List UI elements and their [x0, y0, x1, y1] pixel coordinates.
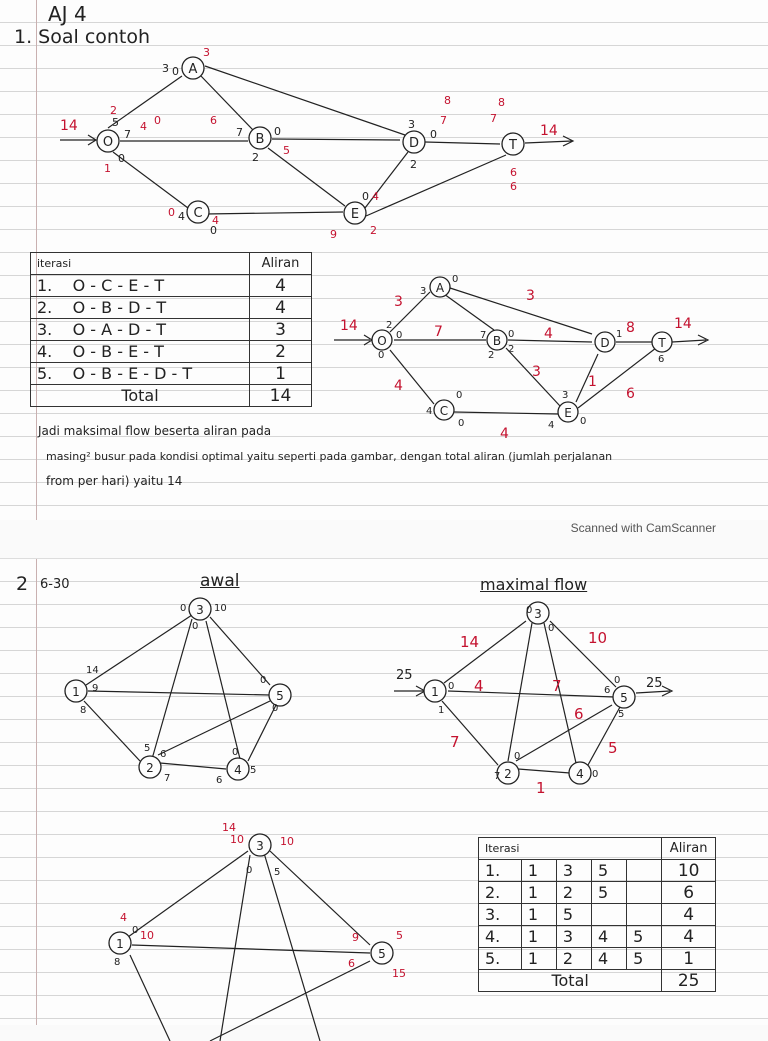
table-row	[31, 275, 312, 297]
table-row	[479, 948, 716, 970]
node-label: 5	[276, 689, 284, 703]
table-row	[479, 926, 716, 948]
arc-label: 0	[172, 65, 179, 78]
residual-label: 0	[614, 675, 621, 686]
node-label: 3	[196, 603, 204, 617]
residual-label: 2	[488, 350, 495, 361]
flow-label: 1	[588, 374, 597, 390]
residual-label: 0	[452, 274, 459, 285]
problem-ref: 6-30	[40, 577, 70, 592]
row-no: 5.	[479, 948, 522, 970]
node-label: A	[188, 62, 198, 77]
flow-label: 4	[474, 677, 484, 695]
node-label: 1	[72, 685, 80, 699]
row-flow: 4	[250, 297, 312, 319]
row-flow: 1	[250, 363, 312, 385]
arc-label: 4	[178, 210, 185, 223]
arc-label: 0	[180, 603, 187, 614]
row-flow: 10	[662, 860, 716, 882]
label-maximal-flow: maximal flow	[480, 575, 588, 594]
node-label: 4	[234, 763, 242, 777]
row-flow: 2	[250, 341, 312, 363]
residual-label: 0	[514, 751, 521, 762]
row-node: 4	[592, 926, 627, 948]
node-label: 3	[256, 839, 264, 853]
row-no: 5.	[37, 364, 53, 383]
row-node: 4	[592, 948, 627, 970]
header-aliran: Aliran	[662, 838, 716, 860]
node-label: 2	[504, 767, 512, 781]
row-node: 2	[556, 948, 591, 970]
conclusion-line-2: masing² busur pada kondisi optimal yaitu seperti pada gambar, dengan total aliran (jumlah perjalanan	[46, 450, 613, 463]
table-row	[479, 904, 716, 926]
row-node: 1	[521, 904, 556, 926]
node-label: 1	[116, 937, 124, 951]
arc-label: 0	[430, 128, 437, 141]
problem-number: 2	[16, 573, 29, 595]
row-node: 5	[592, 860, 627, 882]
row-flow: 3	[250, 319, 312, 341]
edge-d-t	[425, 142, 500, 144]
arc-label: 14	[222, 821, 236, 834]
arc-label: 9	[92, 683, 99, 694]
row-node: 3	[556, 926, 591, 948]
flow-label: 7	[450, 733, 460, 751]
arc-label: 7	[490, 112, 497, 125]
arc-label: 6	[510, 180, 517, 193]
residual-label: 6	[604, 685, 611, 696]
arc-label: 6	[216, 775, 223, 786]
arc-label: 10	[140, 929, 154, 942]
row-flow: 4	[662, 904, 716, 926]
row-node: 2	[556, 882, 591, 904]
residual-label: 5	[618, 709, 625, 720]
row-path: O - B - E - T	[72, 342, 164, 361]
arc-label: 9	[330, 228, 337, 241]
row-node: 1	[521, 882, 556, 904]
residual-label: 0	[448, 681, 455, 692]
arc-label: 8	[80, 705, 87, 716]
table-row	[479, 882, 716, 904]
residual-label: 3	[420, 286, 427, 297]
table-row	[31, 341, 312, 363]
arc-label: 4	[372, 190, 379, 203]
table-row	[479, 860, 716, 882]
row-node: 1	[521, 860, 556, 882]
graph-awal	[50, 591, 370, 791]
residual-label: 0	[396, 330, 403, 341]
row-node: 1	[521, 926, 556, 948]
residual-label: 0	[592, 769, 599, 780]
residual-label: 3	[562, 390, 569, 401]
row-path: O - A - D - T	[72, 320, 167, 339]
edge-b-e	[268, 148, 345, 206]
arc-label: 10	[280, 835, 294, 848]
arc-label: 10	[214, 603, 227, 614]
graph-partial	[90, 821, 420, 1041]
node-label: O	[102, 135, 114, 150]
residual-label: 2	[508, 344, 515, 355]
arc-label: 0	[274, 125, 281, 138]
arc-label: 0	[232, 747, 239, 758]
edge-a-b	[200, 75, 253, 130]
iteration-table-2	[478, 837, 716, 992]
arc-label: 0	[192, 621, 199, 632]
arc-label: 5	[396, 929, 403, 942]
row-path: O - B - D - T	[72, 298, 167, 317]
source-in-label: 14	[60, 118, 78, 134]
arc-label: 15	[392, 967, 406, 980]
flow-label: 5	[608, 739, 618, 757]
flow-label: 6	[626, 386, 635, 402]
row-no: 3.	[479, 904, 522, 926]
total-value: 14	[250, 385, 312, 407]
arc-label: 0	[362, 190, 369, 203]
flow-label: 7	[552, 677, 562, 695]
residual-label: 1	[616, 329, 623, 340]
arc-label: 5	[274, 867, 281, 878]
row-node: 5	[627, 948, 662, 970]
iteration-table-1	[30, 252, 312, 407]
arc-label: 7	[440, 114, 447, 127]
row-node	[627, 860, 662, 882]
arc-label: 6	[210, 114, 217, 127]
residual-label: 0	[580, 416, 587, 427]
row-node: 5	[556, 904, 591, 926]
arc-label: 3	[162, 62, 169, 75]
arc-label: 2	[410, 158, 417, 171]
flow-label: 3	[526, 288, 535, 304]
row-node	[627, 882, 662, 904]
arc-label: 0	[272, 703, 279, 714]
edge-b-d	[272, 139, 400, 140]
arc-label: 5	[283, 144, 290, 157]
label-awal: awal	[200, 571, 240, 591]
arc-label: 6	[348, 957, 355, 970]
arc-label: 7	[236, 126, 243, 139]
node-label: 5	[620, 691, 628, 705]
node-label: 2	[146, 761, 154, 775]
node-label: 4	[576, 767, 584, 781]
residual-label: 0	[508, 329, 515, 340]
arc-label: 9	[352, 931, 359, 944]
arc-label: 2	[252, 151, 259, 164]
arc-label: 1	[104, 162, 111, 175]
row-path: O - C - E - T	[72, 276, 165, 295]
flow-label: 4	[500, 426, 509, 442]
node-label: C	[193, 206, 203, 221]
arc-label: 7	[124, 128, 131, 141]
arc-label: 0	[168, 206, 175, 219]
table-row	[31, 319, 312, 341]
node-label: 3	[534, 607, 542, 621]
node-label: 1	[431, 685, 439, 699]
node-label: C	[439, 404, 449, 418]
node-label: B	[255, 132, 265, 147]
node-label: 5	[378, 947, 386, 961]
network-graph-2	[330, 272, 750, 442]
arc-label: 0	[246, 865, 253, 876]
node-label: A	[435, 281, 445, 295]
notebook-page-1	[0, 0, 768, 520]
residual-label: 4	[426, 406, 433, 417]
arc-label: 4	[212, 214, 219, 227]
arc-label: 3	[203, 46, 210, 59]
arc-label: 0	[210, 224, 217, 237]
residual-label: 4	[548, 420, 555, 431]
table-row	[31, 363, 312, 385]
conclusion-line-1: Jadi maksimal flow beserta aliran pada	[38, 424, 272, 438]
row-no: 1.	[479, 860, 522, 882]
row-node: 5	[627, 926, 662, 948]
row-flow: 6	[662, 882, 716, 904]
row-node: 3	[556, 860, 591, 882]
row-flow: 4	[662, 926, 716, 948]
row-path: O - B - E - D - T	[72, 364, 193, 383]
node-label: B	[492, 334, 502, 348]
source-in-label: 25	[396, 668, 413, 683]
arc-label: 0	[260, 675, 267, 686]
flow-label: 4	[394, 378, 403, 394]
residual-label: 0	[526, 605, 533, 616]
flow-label: 3	[532, 364, 541, 380]
row-node	[592, 904, 627, 926]
arc-label: 8	[114, 957, 121, 968]
arc-label: 6	[160, 749, 167, 760]
row-flow: 1	[662, 948, 716, 970]
arc-label: 14	[86, 665, 99, 676]
arc-label: 0	[132, 925, 139, 936]
arc-label: 6	[510, 166, 517, 179]
flow-label: 14	[460, 633, 480, 651]
row-node: 5	[592, 882, 627, 904]
edge-e-t	[366, 155, 506, 216]
total-label: Total	[479, 970, 662, 992]
margin-line	[36, 559, 37, 1025]
problem-title: 1. Soal contoh	[14, 26, 151, 48]
arc-label: 8	[444, 94, 451, 107]
residual-label: 0	[458, 418, 465, 429]
arc-label: 5	[250, 765, 257, 776]
row-no: 4.	[37, 342, 53, 361]
node-label: O	[377, 334, 387, 348]
node-label: T	[509, 138, 517, 153]
arc-label: 7	[164, 773, 171, 784]
arc-label: 4	[120, 911, 127, 924]
header-iterasi: Iterasi	[479, 838, 662, 860]
flow-label: 7	[434, 324, 443, 340]
notebook-page-2	[0, 558, 768, 1025]
arc-label: 2	[110, 104, 117, 117]
row-no: 4.	[479, 926, 522, 948]
arc-label: 3	[408, 118, 415, 131]
residual-label: 7	[480, 330, 487, 341]
flow-label: 14	[674, 316, 692, 332]
arc-label: 0	[118, 152, 125, 165]
arc-label: 4	[140, 120, 147, 133]
scan-footer: Scanned with CamScanner	[570, 521, 716, 535]
flow-label: 3	[394, 294, 403, 310]
total-label: Total	[31, 385, 250, 407]
residual-label: 0	[456, 390, 463, 401]
flow-label: 4	[544, 326, 553, 342]
row-node: 1	[521, 948, 556, 970]
arc-label: 5	[144, 743, 151, 754]
page-header: AJ 4	[48, 2, 87, 26]
residual-label: 1	[438, 705, 445, 716]
row-no: 2.	[479, 882, 522, 904]
edge-c-e	[205, 212, 343, 214]
flow-label: 14	[340, 318, 358, 334]
row-flow: 4	[250, 275, 312, 297]
residual-label: 0	[548, 623, 555, 634]
flow-label: 8	[626, 320, 635, 336]
node-label: T	[658, 336, 666, 350]
sink-out-label: 14	[540, 123, 558, 139]
row-no: 3.	[37, 320, 53, 339]
flow-label: 10	[588, 629, 608, 647]
node-label: E	[350, 207, 360, 222]
arc-label: 2	[370, 224, 377, 237]
arc-label: 8	[498, 96, 505, 109]
header-aliran: Aliran	[250, 253, 312, 275]
header-iterasi: iterasi	[31, 253, 250, 275]
node-label: D	[408, 136, 420, 151]
residual-label: 2	[386, 320, 393, 331]
flow-label: 1	[536, 779, 546, 797]
node-label: E	[564, 406, 572, 420]
residual-label: 6	[658, 354, 665, 365]
table-row	[31, 297, 312, 319]
arc-label: 10	[230, 833, 244, 846]
arc-label: 5	[112, 116, 119, 129]
row-node	[627, 904, 662, 926]
graph-maximal-flow	[390, 593, 730, 797]
node-label: D	[600, 336, 610, 350]
arc-label: 0	[154, 114, 161, 127]
edge-a-d	[205, 66, 405, 135]
total-value: 25	[662, 970, 716, 992]
sink-out-label: 25	[646, 676, 663, 691]
residual-label: 0	[378, 350, 385, 361]
flow-label: 6	[574, 705, 584, 723]
conclusion-line-3: from per hari) yaitu 14	[46, 474, 183, 488]
row-no: 2.	[37, 298, 53, 317]
residual-label: 7	[494, 771, 501, 782]
row-no: 1.	[37, 276, 53, 295]
